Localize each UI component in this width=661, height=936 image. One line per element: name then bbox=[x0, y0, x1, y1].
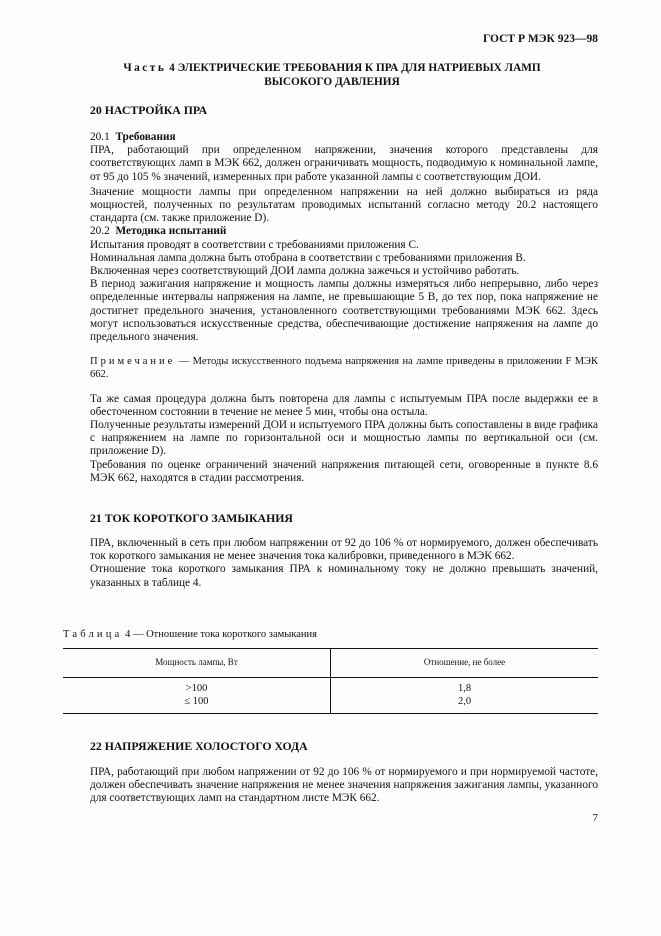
part-label: Часть bbox=[123, 62, 167, 74]
paragraph: Испытания проводят в соответствии с требованиями приложения С. bbox=[90, 238, 419, 251]
section-21-body bbox=[90, 537, 598, 590]
paragraph: Требования по оценке ограничений значений напряжения питающей сети, оговоренные в пункте 8.6 МЭК 662, находятся в стадии рассмотрения. bbox=[90, 458, 598, 484]
paragraph: Полученные результаты измерений ДОИ и испытуемого ПРА должны быть сопоставлены в виде графика с напряжением на лампе по горизонтальной оси и мощностью лампы по вертикальной оси (см. приложение D). bbox=[90, 419, 598, 458]
paragraph: В период зажигания напряжение и мощность лампы должны измеряться либо непрерывно, либо через определенные интервалы напряжения на лампе, не превышающие 5 В, до тех пор, пока напряжение не достигнет предельного значения, установленного соответствующими требованиями МЭК 662. Здесь могут использоваться искусственные средства, обеспечивающие достижение напряжения на лампе до предельного значения. bbox=[90, 278, 598, 344]
table-caption bbox=[63, 628, 317, 641]
paragraph: ПРА, работающий при определенном напряжении, значения которого представлены для соответствующих ламп в МЭК 662, должен ограничивать мощность, подводимую к номинальной лампе, от 95 до 105 % значений, измеренных при работе указанной лампы с соответствующим ДОИ. bbox=[90, 144, 598, 183]
part-title-line1: 4 ЭЛЕКТРИЧЕСКИЕ ТРЕБОВАНИЯ К ПРА ДЛЯ НАТРИЕВЫХ ЛАМП bbox=[169, 62, 541, 74]
part-title-line2: ВЫСОКОГО ДАВЛЕНИЯ bbox=[264, 76, 400, 88]
column-header-ratio: Отношение, не более bbox=[331, 649, 599, 678]
page-number: 7 bbox=[592, 812, 598, 824]
paragraph: ПРА, включенный в сеть при любом напряжении от 92 до 106 % от нормируемого, должен обеспечивать ток короткого замыкания не менее значения тока калибровки, приведенного в МЭК 662. bbox=[90, 537, 598, 563]
table-caption-text: 4 — Отношение тока короткого замыкания bbox=[125, 629, 317, 640]
part-title bbox=[70, 61, 594, 89]
paragraph: Номинальная лампа должна быть отобрана в соответствии с требованиями приложения В. bbox=[90, 251, 526, 264]
table-caption-label: Таблица bbox=[63, 629, 123, 640]
paragraph: ПРА, работающий при любом напряжении от 92 до 106 % от нормируемого и при нормируемой частоте, должен обеспечивать значение напряжения не менее значения напряжения зажигания лампы, указанного для соответствующих ламп на стандартном листе МЭК 662. bbox=[90, 766, 598, 805]
table-header-row bbox=[63, 649, 598, 678]
ratio-values: 1,8 2,0 bbox=[331, 678, 599, 714]
section-20-heading: 20 НАСТРОЙКА ПРА bbox=[90, 103, 208, 117]
note-text: — Методы искусственного подъема напряжения на лампе приведены в приложении F МЭК 662. bbox=[90, 356, 598, 381]
section-22-heading: 22 НАПРЯЖЕНИЕ ХОЛОСТОГО ХОДА bbox=[90, 739, 308, 753]
section-20-body bbox=[90, 131, 598, 485]
paragraph: Та же самая процедура должна быть повторена для лампы с испытуемым ПРА после выдержки ее в обесточенном состоянии в течение не менее 5 мин, чтобы она остыла. bbox=[90, 392, 598, 418]
paragraph: Отношение тока короткого замыкания ПРА к номинальному току не должно превышать значений, указанных в таблице 4. bbox=[90, 563, 598, 589]
section-21-heading: 21 ТОК КОРОТКОГО ЗАМЫКАНИЯ bbox=[90, 511, 293, 525]
note-label: Примечание bbox=[90, 356, 176, 368]
document-code: ГОСТ Р МЭК 923—98 bbox=[483, 33, 598, 45]
table-4 bbox=[63, 648, 598, 714]
table-row bbox=[63, 678, 598, 714]
column-header-power: Мощность лампы, Вт bbox=[63, 649, 331, 678]
subsection-20-2-title: 20.2 Методика испытаний bbox=[90, 225, 227, 238]
subsection-20-1-title: 20.1 Требования bbox=[90, 131, 176, 143]
paragraph: Включенная через соответствующий ДОИ лампа должна зажечься и устойчиво работать. bbox=[90, 265, 520, 278]
section-22-body bbox=[90, 766, 598, 806]
note bbox=[90, 355, 598, 381]
paragraph: Значение мощности лампы при определенном напряжении на ней должно выбираться из ряда мощностей, полученных по результатам проводимых испытаний согласно методу 20.2 настоящего стандарта (см. также приложение D). bbox=[90, 185, 598, 225]
power-values: >100 ≤ 100 bbox=[63, 678, 331, 714]
